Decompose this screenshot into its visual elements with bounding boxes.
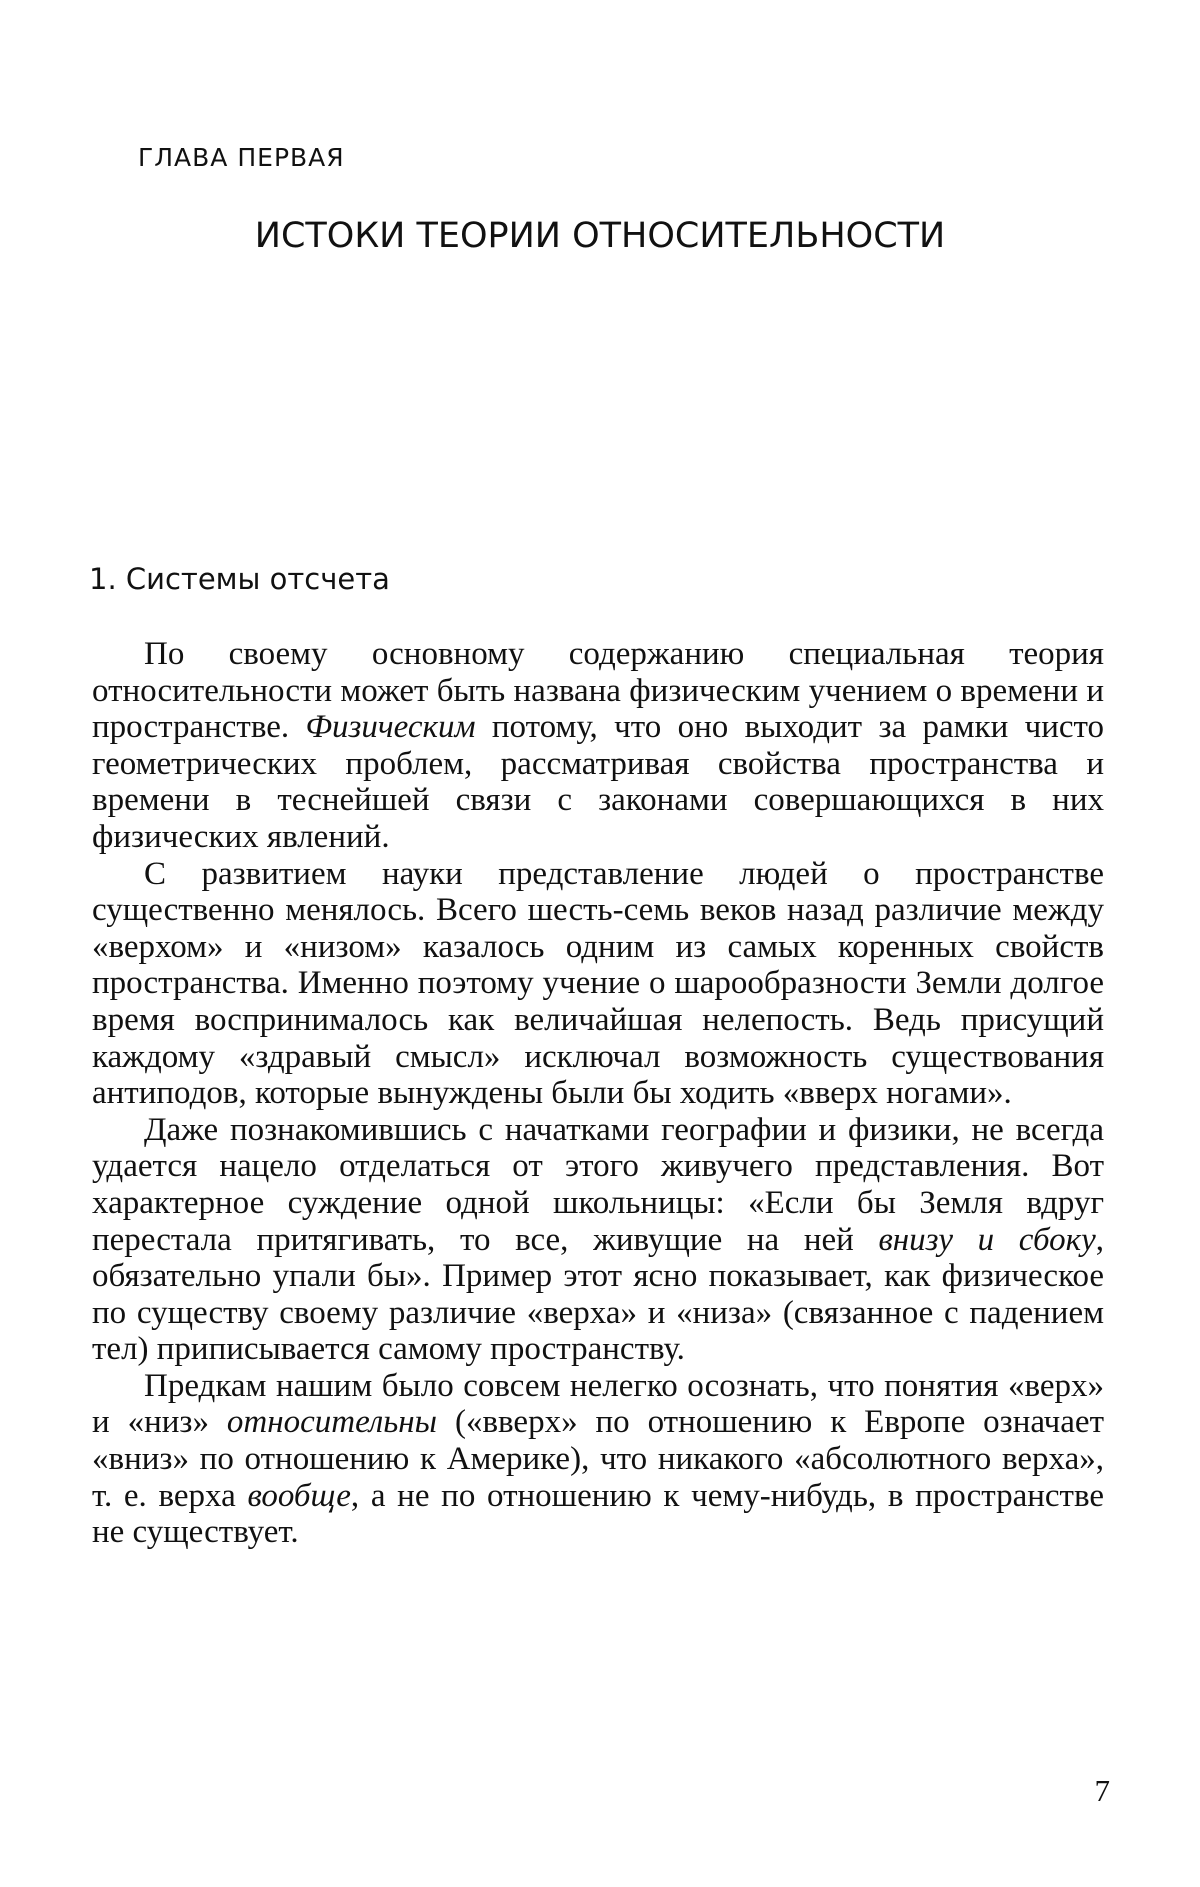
paragraph-3-text-end: , обязательно упали бы». Пример этот ясно показывает, как физическое по существу своему различие «верха» и «низа» (связанное с падением тел) приписывается самому пространству. — [92, 1221, 1104, 1368]
paragraph-4 — [92, 1368, 1104, 1551]
paragraph-4-emphasis-2: вообще — [247, 1477, 351, 1514]
paragraph-1-text-end: потому, что оно выходит за рамки чисто геометрических проблем, рассматривая свойства пространства и времени в теснейшей связи с законами совершающихся в них физических явлений. — [92, 709, 1104, 855]
paragraph-2 — [92, 856, 1104, 1112]
paragraph-1-text-start: По своему основному содержанию специальная теория относительности может быть названа физическим учением о времени и пространстве. — [92, 636, 1104, 746]
paragraph-1 — [92, 636, 1104, 856]
paragraph-2-text: С развитием науки представление людей о пространстве существенно менялось. Всего шесть-семь веков назад различие между «верхом» и «низом» казалось одним из самых коренных свойств пространства. Именно поэтому учение о шарообразности Земли долгое время воспринималось как величайшая нелепость. Ведь присущий каждому «здравый смысл» исключал возможность существования антиподов, которые вынуждены были бы ходить «вверх ногами». — [92, 855, 1104, 1112]
paragraph-4-emphasis-1: относительны — [226, 1404, 438, 1441]
paragraph-3 — [92, 1112, 1104, 1368]
page-number: 7 — [1094, 1773, 1110, 1808]
chapter-title: ИСТОКИ ТЕОРИИ ОТНОСИТЕЛЬНОСТИ — [254, 216, 946, 256]
paragraph-4-text-end: , а не по отношению к чему-нибудь, в пространстве не существует. — [92, 1477, 1104, 1551]
chapter-label: ГЛАВА ПЕРВАЯ — [138, 143, 345, 172]
paragraph-3-emphasis: внизу и сбоку — [878, 1221, 1096, 1258]
section-title: 1. Системы отсчета — [89, 562, 390, 596]
paragraph-1-emphasis: Физическим — [305, 709, 476, 746]
paragraph-3-text-start: Даже познакомившись с начатками географии и физики, не всегда удается нацело отделаться от этого живучего представления. Вот характерное суждение одной школьницы: «Если бы Земля вдруг перестала притягивать, то все, живущие на ней — [92, 1111, 1104, 1258]
body-text — [92, 636, 1104, 1551]
paragraph-4-text-middle: («вверх» по отношению к Европе означает «вниз» по отношению к Америке), что никакого «абсолютного верха», т. е. верха — [92, 1404, 1104, 1514]
paragraph-4-text-start: Предкам нашим было совсем нелегко осознать, что понятия «верх» и «низ» — [92, 1367, 1104, 1441]
